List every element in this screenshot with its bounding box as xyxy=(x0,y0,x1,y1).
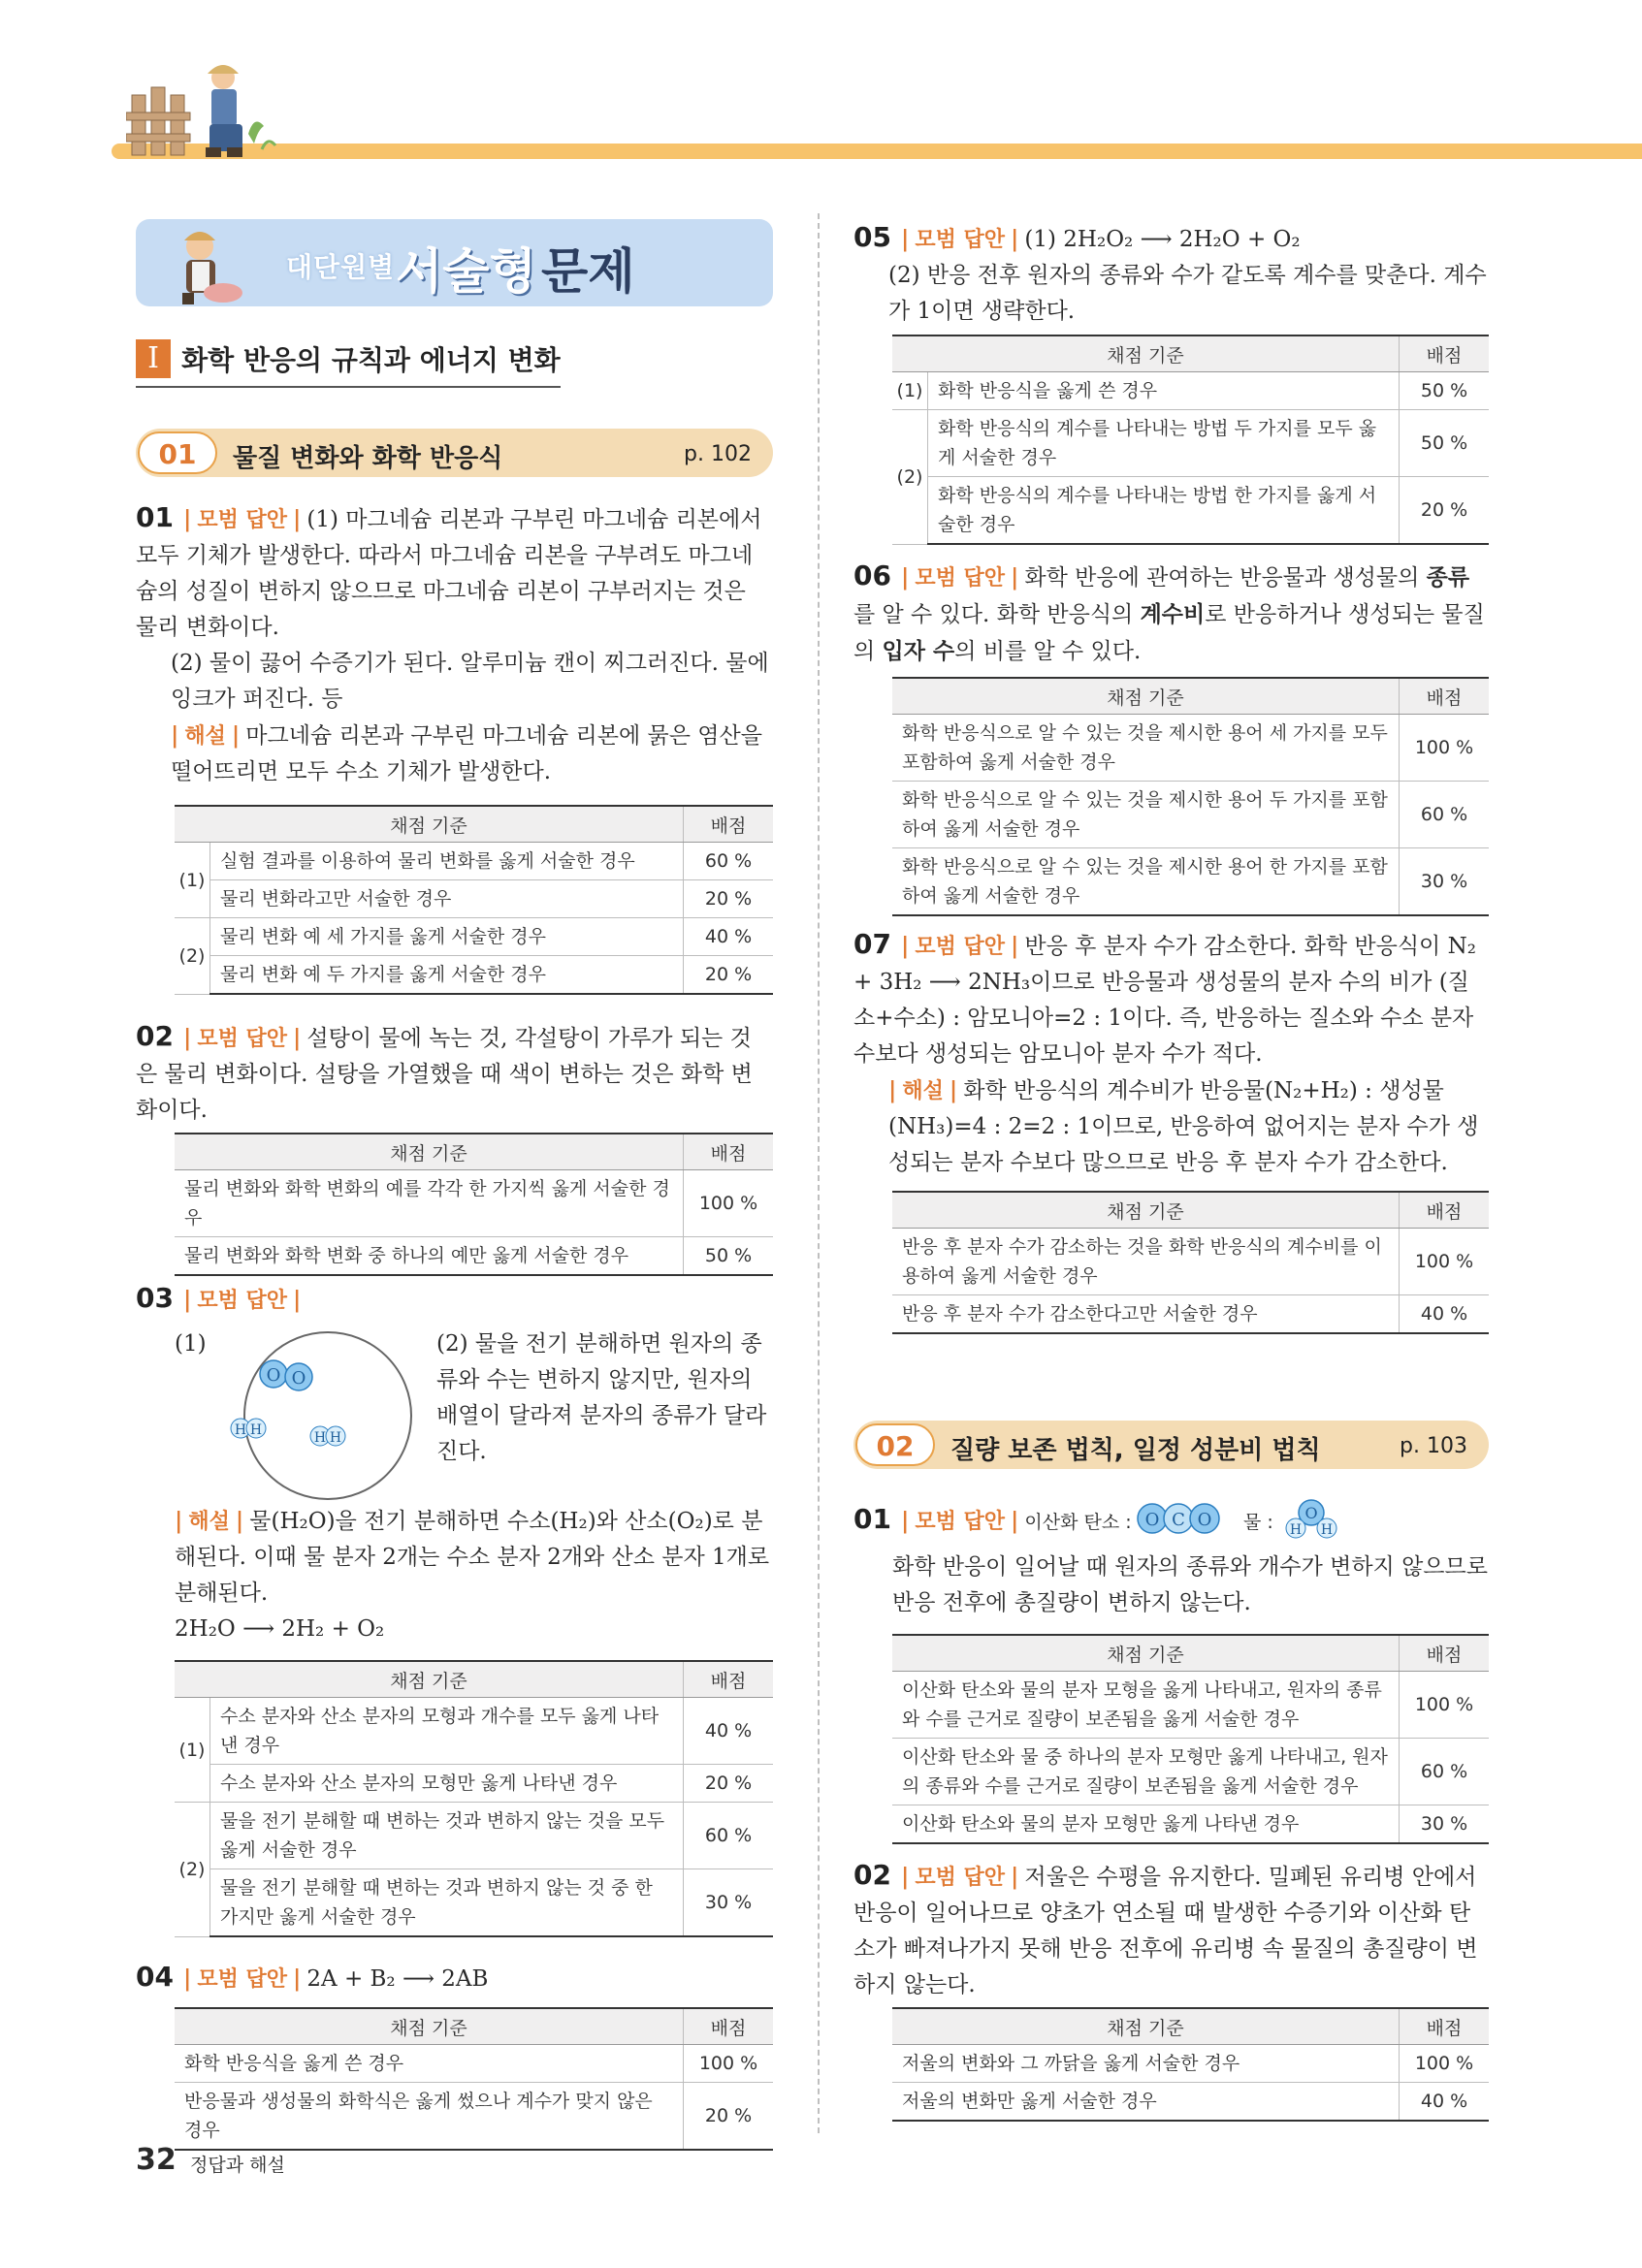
criteria-header: 채점 기준 xyxy=(892,1635,1400,1672)
criteria-table-s2q02 xyxy=(892,2007,1489,2122)
points-header: 배점 xyxy=(1400,2008,1490,2045)
footer-label: 정답과 해설 xyxy=(190,2155,285,2176)
atom-label: C xyxy=(1172,1510,1185,1530)
criteria-cell: 수소 분자와 산소 분자의 모형과 개수를 모두 옳게 나타낸 경우 xyxy=(210,1698,684,1765)
sub-label: (2) xyxy=(892,410,928,545)
points-cell: 40 % xyxy=(684,1698,774,1765)
points-cell: 100 % xyxy=(1400,1672,1490,1739)
explain-text: 마그네슘 리본과 구부린 마그네슘 리본에 묽은 염산을 떨어뜨리면 모두 수소 기체가 발생한다. xyxy=(171,723,762,784)
question-number: 01 xyxy=(853,1503,891,1535)
model-answer-tag: 모범 답안 xyxy=(915,566,1006,591)
criteria-cell: 저울의 변화만 옳게 서술한 경우 xyxy=(892,2083,1400,2122)
water-decomposition-model xyxy=(211,1328,444,1503)
criteria-table-q04 xyxy=(175,2007,773,2151)
page-number: 32 xyxy=(136,2143,177,2177)
criteria-table-s2q01 xyxy=(892,1634,1489,1844)
question-07: 07 | 모범 답안 | 반응 후 분자 수가 감소한다. 화학 반응식이 N₂ + 3H₂ ⟶ 2NH₃이므로 반응물과 생성물의 분자 수의 비가 (질소+수소) : 암모니아=2 : 1이다. 즉, 반응하는 질소와 수소 분자 수보다 생성되는 암모니아 분자 수가 적다. | 해설 | 화학 반응식의 계수비가 반응물(N₂+H₂) : 생성물(NH₃)=4 : 2=2 : 1이므로, 반응하여 없어지는 분자 수가 생성되는 분자 수보다 많으므로 반응 후 분자 수가 감소한다. xyxy=(853,928,1479,1175)
points-header: 배점 xyxy=(684,1134,774,1170)
criteria-cell: 이산화 탄소와 물의 분자 모형만 옳게 나타낸 경우 xyxy=(892,1805,1400,1844)
atom-label: H xyxy=(329,1430,342,1446)
question-03-explain: | 해설 | 물(H₂O)을 전기 분해하면 수소(H₂)와 산소(O₂)로 분해된다. 이때 물 분자 2개는 수소 분자 2개와 산소 분자 1개로 분해된다. 2H₂O ⟶ 2H₂ + O₂ xyxy=(175,1503,773,1647)
points-cell: 40 % xyxy=(1400,2083,1490,2122)
chef-icon xyxy=(153,223,250,306)
column-divider xyxy=(818,213,820,2133)
table-row xyxy=(175,880,773,918)
water-label: 물 : xyxy=(1243,1512,1273,1533)
table-row xyxy=(175,1803,773,1869)
criteria-cell: 이산화 탄소와 물의 분자 모형을 옳게 나타내고, 원자의 종류와 수를 근거로 질량이 보존됨을 옳게 서술한 경우 xyxy=(892,1672,1400,1739)
points-cell: 20 % xyxy=(1400,477,1490,545)
question-number: 04 xyxy=(136,1961,174,1993)
model-answer-tag: 모범 답안 xyxy=(915,228,1006,252)
atom-label: H xyxy=(234,1422,247,1438)
section-page-ref: p. 103 xyxy=(1400,1434,1467,1458)
model-answer-tag: 모범 답안 xyxy=(197,1967,288,1992)
criteria-cell: 물을 전기 분해할 때 변하는 것과 변하지 않는 것 중 한 가지만 옳게 서술한 경우 xyxy=(210,1869,684,1937)
table-row xyxy=(175,1869,773,1937)
explain-tag: 해설 xyxy=(184,724,226,749)
section2-question-01: 01 | 모범 답안 | 이산화 탄소 : xyxy=(853,1503,1132,1535)
points-cell: 60 % xyxy=(684,1803,774,1869)
answer-text: 저울은 수평을 유지한다. 밀폐된 유리병 안에서 반응이 일어나므로 양초가 연소될 때 발생한 수증기와 이산화 탄소가 빠져나가지 못해 반응 전후에 유리병 속 물질의 총질량이 변하지 않는다. xyxy=(853,1865,1478,1997)
explain-tag: 해설 xyxy=(902,1079,944,1103)
table-row xyxy=(892,1805,1489,1844)
points-cell: 60 % xyxy=(1400,782,1490,848)
points-header: 배점 xyxy=(684,806,774,843)
answer-text: (2) 물이 끓어 수증기가 된다. 알루미늄 캔이 찌그러진다. 물에 잉크가 퍼진다. 등 xyxy=(171,651,769,712)
model-answer-tag: 모범 답안 xyxy=(915,1510,1006,1534)
table-row xyxy=(175,2083,773,2151)
points-cell: 60 % xyxy=(1400,1739,1490,1805)
atom-label: O xyxy=(1197,1510,1212,1530)
question-number: 02 xyxy=(136,1020,174,1052)
points-cell: 100 % xyxy=(684,2045,774,2083)
points-header: 배점 xyxy=(1400,335,1490,372)
answer-text: (1) 마그네슘 리본과 구부린 마그네슘 리본에서 모두 기체가 발생한다. 따라서 마그네슘 리본을 구부려도 마그네슘의 성질이 변하지 않으므로 마그네슘 리본이 구부러지는 것은 물리 변화이다. xyxy=(136,507,762,640)
points-cell: 30 % xyxy=(684,1869,774,1937)
section-page-ref: p. 102 xyxy=(684,442,752,466)
unit-title: 화학 반응의 규칙과 에너지 변화 xyxy=(181,344,561,376)
model-answer-tag: 모범 답안 xyxy=(197,1289,288,1313)
criteria-cell: 물을 전기 분해할 때 변하는 것과 변하지 않는 것을 모두 옳게 서술한 경우 xyxy=(210,1803,684,1869)
atom-label: H xyxy=(1320,1522,1334,1538)
points-header: 배점 xyxy=(1400,1192,1490,1229)
section-number: 02 xyxy=(855,1423,935,1466)
points-cell: 100 % xyxy=(1400,715,1490,782)
question-03: 03 | 모범 답안 | xyxy=(136,1282,302,1314)
criteria-cell: 화학 반응식으로 알 수 있는 것을 제시한 용어 세 가지를 모두 포함하여 옳게 서술한 경우 xyxy=(892,715,1400,782)
criteria-cell: 화학 반응식의 계수를 나타내는 방법 한 가지를 옳게 서술한 경우 xyxy=(928,477,1400,545)
sub-label: (2) xyxy=(175,918,210,995)
criteria-cell: 화학 반응식을 옳게 쓴 경우 xyxy=(175,2045,684,2083)
atom-label: H xyxy=(249,1422,263,1438)
criteria-cell: 물리 변화와 화학 변화 중 하나의 예만 옳게 서술한 경우 xyxy=(175,1237,684,1276)
answer-text: (2) 물을 전기 분해하면 원자의 종류와 수는 변하지 않지만, 원자의 배열이 달라져 분자의 종류가 달라진다. xyxy=(436,1331,767,1464)
sub-label: (1) xyxy=(175,1331,207,1357)
criteria-cell: 물리 변화 예 두 가지를 옳게 서술한 경우 xyxy=(210,956,684,995)
question-number: 02 xyxy=(853,1859,891,1891)
criteria-header: 채점 기준 xyxy=(175,806,684,843)
criteria-table-q06 xyxy=(892,677,1489,916)
table-row xyxy=(175,1765,773,1803)
criteria-header: 채점 기준 xyxy=(892,678,1400,715)
table-row xyxy=(892,1739,1489,1805)
points-header: 배점 xyxy=(684,1661,774,1698)
question-number: 06 xyxy=(853,559,891,591)
table-row xyxy=(175,1237,773,1276)
table-row xyxy=(892,1229,1489,1295)
criteria-header: 채점 기준 xyxy=(175,1661,684,1698)
criteria-cell: 반응 후 분자 수가 감소하는 것을 화학 반응식의 계수비를 이용하여 옳게 서술한 경우 xyxy=(892,1229,1400,1295)
criteria-cell: 반응물과 생성물의 화학식은 옳게 썼으나 계수가 맞지 않은 경우 xyxy=(175,2083,684,2151)
criteria-cell: 화학 반응식의 계수를 나타내는 방법 두 가지를 모두 옳게 서술한 경우 xyxy=(928,410,1400,477)
table-row xyxy=(175,918,773,956)
atom-label: H xyxy=(1289,1522,1303,1538)
criteria-table-q01 xyxy=(175,805,773,995)
answer-text: 로 반응하거나 생성되는 물질의 xyxy=(853,602,1485,664)
banner-title-strong: 서술형 xyxy=(396,243,536,300)
question-05: 05 | 모범 답안 | (1) 2H₂O₂ ⟶ 2H₂O + O₂ (2) 반응 전후 원자의 종류와 수가 같도록 계수를 맞춘다. 계수가 1이면 생략한다. xyxy=(853,219,1489,330)
criteria-cell: 이산화 탄소와 물 중 하나의 분자 모형만 옳게 나타내고, 원자의 종류와 수를 근거로 질량이 보존됨을 옳게 서술한 경우 xyxy=(892,1739,1400,1805)
criteria-cell: 수소 분자와 산소 분자의 모형만 옳게 나타낸 경우 xyxy=(210,1765,684,1803)
farmer-icon xyxy=(126,56,281,161)
answer-text: 반응 후 분자 수가 감소한다. 화학 반응식이 N₂ + 3H₂ ⟶ 2NH₃이므로 반응물과 생성물의 분자 수의 비가 (질소+수소) : 암모니아=2 : 1이다. 즉, 반응하는 질소와 수소 분자 수보다 생성되는 암모니아 분자 수가 적다. xyxy=(853,934,1476,1067)
question-number: 01 xyxy=(136,501,174,533)
points-header: 배점 xyxy=(684,2008,774,2045)
model-answer-tag: 모범 답안 xyxy=(915,935,1006,959)
table-row xyxy=(892,782,1489,848)
explain-text: 물(H₂O)을 전기 분해하면 수소(H₂)와 산소(O₂)로 분해된다. 이때 물 분자 2개는 수소 분자 2개와 산소 분자 1개로 분해된다. xyxy=(175,1509,770,1606)
criteria-header: 채점 기준 xyxy=(892,335,1400,372)
question-01: 01 | 모범 답안 | (1) 마그네슘 리본과 구부린 마그네슘 리본에서 모두 기체가 발생한다. 따라서 마그네슘 리본을 구부려도 마그네슘의 성질이 변하지 않으므로 마그네슘 리본이 구부러지는 것은 물리 변화이다. (2) 물이 끓어 수증기가 된다. 알루미늄 캔이 찌그러진다. 물에 잉크가 퍼진다. 등 | 해설 | 마그네슘 리본과 구부린 마그네슘 리본에 묽은 염산을 떨어뜨리면 모두 수소 기체가 발생한다. xyxy=(136,499,773,790)
criteria-header: 채점 기준 xyxy=(892,1192,1400,1229)
table-row xyxy=(892,848,1489,916)
chapter-banner xyxy=(136,219,773,306)
sub-label: (2) xyxy=(175,1803,210,1937)
hydrogen-molecule xyxy=(310,1426,345,1446)
answer-text: (2) 반응 전후 원자의 종류와 수가 같도록 계수를 맞춘다. 계수가 1이면 생략한다. xyxy=(888,263,1487,324)
atom-label: O xyxy=(291,1368,306,1389)
question-06: 06 | 모범 답안 | 화학 반응에 관여하는 반응물과 생성물의 종류를 알 수 있다. 화학 반응식의 계수비로 반응하거나 생성되는 물질의 입자 수의 비를 알 수 있다. xyxy=(853,559,1485,664)
criteria-table-q07 xyxy=(892,1191,1489,1334)
criteria-cell: 반응 후 분자 수가 감소한다고만 서술한 경우 xyxy=(892,1295,1400,1334)
answer-text: 의 비를 알 수 있다. xyxy=(954,639,1142,664)
criteria-table-q03 xyxy=(175,1660,773,1937)
keyword: 종류 xyxy=(1426,564,1470,591)
points-cell: 40 % xyxy=(1400,1295,1490,1334)
criteria-table-q02 xyxy=(175,1133,773,1276)
points-cell: 50 % xyxy=(684,1237,774,1276)
criteria-header: 채점 기준 xyxy=(175,2008,684,2045)
question-number: 05 xyxy=(853,221,891,253)
sub-label: (1) xyxy=(175,1698,210,1803)
criteria-cell: 화학 반응식으로 알 수 있는 것을 제시한 용어 한 가지를 포함하여 옳게 서술한 경우 xyxy=(892,848,1400,916)
section-01-heading xyxy=(136,429,773,477)
points-cell: 20 % xyxy=(684,2083,774,2151)
question-02: 02 | 모범 답안 | 설탕이 물에 녹는 것, 각설탕이 가루가 되는 것은 물리 변화이다. 설탕을 가열했을 때 색이 변하는 것은 화학 변화이다. xyxy=(136,1020,753,1123)
points-cell: 20 % xyxy=(684,880,774,918)
top-strip xyxy=(252,144,1642,159)
criteria-header: 채점 기준 xyxy=(175,1134,684,1170)
table-row xyxy=(175,956,773,995)
points-header: 배점 xyxy=(1400,1635,1490,1672)
unit-number: I xyxy=(136,339,171,378)
criteria-cell: 화학 반응식으로 알 수 있는 것을 제시한 용어 두 가지를 포함하여 옳게 서술한 경우 xyxy=(892,782,1400,848)
explain-tag: 해설 xyxy=(188,1510,230,1534)
question-04: 04 | 모범 답안 | 2A + B₂ ⟶ 2AB xyxy=(136,1961,489,1993)
table-row xyxy=(892,1295,1489,1334)
keyword: 입자 수 xyxy=(882,638,955,664)
table-row xyxy=(175,843,773,880)
sub-label: (1) xyxy=(892,372,928,410)
table-row xyxy=(175,1698,773,1765)
equation: 2H₂O ⟶ 2H₂ + O₂ xyxy=(175,1616,385,1642)
table-row xyxy=(892,1672,1489,1739)
points-cell: 20 % xyxy=(684,1765,774,1803)
model-answer-tag: 모범 답안 xyxy=(915,1866,1006,1890)
atom-label: O xyxy=(1144,1510,1160,1530)
atom-label: H xyxy=(313,1430,327,1446)
hydrogen-molecule xyxy=(231,1419,266,1438)
table-row xyxy=(892,372,1489,410)
points-cell: 20 % xyxy=(684,956,774,995)
points-cell: 100 % xyxy=(684,1170,774,1237)
points-cell: 100 % xyxy=(1400,1229,1490,1295)
table-row xyxy=(892,2045,1489,2083)
table-row xyxy=(892,2083,1489,2122)
table-row xyxy=(892,715,1489,782)
unit-heading xyxy=(136,339,561,388)
points-header: 배점 xyxy=(1400,678,1490,715)
section-title: 물질 변화와 화학 반응식 xyxy=(233,444,503,473)
points-cell: 30 % xyxy=(1400,848,1490,916)
answer-text: 를 알 수 있다. 화학 반응식의 xyxy=(853,602,1141,627)
points-cell: 40 % xyxy=(684,918,774,956)
table-row xyxy=(175,1170,773,1237)
table-row xyxy=(892,477,1489,545)
points-cell: 60 % xyxy=(684,843,774,880)
criteria-cell: 저울의 변화와 그 까닭을 옳게 서술한 경우 xyxy=(892,2045,1400,2083)
answer-text: (1) 2H₂O₂ ⟶ 2H₂O + O₂ xyxy=(1024,227,1301,252)
explain-text: 화학 반응식의 계수비가 반응물(N₂+H₂) : 생성물(NH₃)=4 : 2=2 : 1이므로, 반응하여 없어지는 분자 수가 생성되는 분자 수보다 많으므로 반응 후 분자 수가 감소한다. xyxy=(888,1078,1479,1175)
atom-label: O xyxy=(266,1365,281,1386)
answer-text: 화학 반응이 일어날 때 원자의 종류와 개수가 변하지 않으므로 반응 전후에 총질량이 변하지 않는다. xyxy=(892,1554,1488,1615)
section-title: 질량 보존 법칙, 일정 성분비 법칙 xyxy=(950,1436,1321,1465)
question-number: 07 xyxy=(853,928,891,960)
banner-title-rest: 문제 xyxy=(541,243,635,300)
criteria-table-q05 xyxy=(892,335,1489,545)
criteria-cell: 실험 결과를 이용하여 물리 변화를 옳게 서술한 경우 xyxy=(210,843,684,880)
answer-text: 2A + B₂ ⟶ 2AB xyxy=(306,1966,489,1992)
criteria-cell: 화학 반응식을 옳게 쓴 경우 xyxy=(928,372,1400,410)
keyword: 계수비 xyxy=(1140,601,1206,627)
water-molecule-model xyxy=(1282,1495,1340,1544)
section-number: 01 xyxy=(138,431,217,474)
criteria-cell: 물리 변화와 화학 변화의 예를 각각 한 가지씩 옳게 서술한 경우 xyxy=(175,1170,684,1237)
table-row xyxy=(175,2045,773,2083)
model-answer-tag: 모범 답안 xyxy=(197,1027,288,1051)
model-answer-tag: 모범 답안 xyxy=(197,508,288,532)
answer-text: 설탕이 물에 녹는 것, 각설탕이 가루가 되는 것은 물리 변화이다. 설탕을 가열했을 때 색이 변하는 것은 화학 변화이다. xyxy=(136,1026,753,1123)
section-02-heading xyxy=(853,1421,1489,1469)
points-cell: 100 % xyxy=(1400,2045,1490,2083)
points-cell: 50 % xyxy=(1400,410,1490,477)
oxygen-molecule xyxy=(260,1360,312,1390)
banner-kicker: 대단원별 xyxy=(286,251,396,283)
answer-text: 화학 반응에 관여하는 반응물과 생성물의 xyxy=(1024,565,1427,591)
question-number: 03 xyxy=(136,1282,174,1314)
criteria-cell: 물리 변화 예 세 가지를 옳게 서술한 경우 xyxy=(210,918,684,956)
table-row xyxy=(892,410,1489,477)
section2-question-02: 02 | 모범 답안 | 저울은 수평을 유지한다. 밀폐된 유리병 안에서 반응이 일어나므로 양초가 연소될 때 발생한 수증기와 이산화 탄소가 빠져나가지 못해 반응 전후에 유리병 속 물질의 총질량이 변하지 않는다. xyxy=(853,1859,1478,1997)
atom-label: O xyxy=(1304,1504,1318,1522)
criteria-header: 채점 기준 xyxy=(892,2008,1400,2045)
points-cell: 50 % xyxy=(1400,372,1490,410)
sub-label: (1) xyxy=(175,843,210,918)
criteria-cell: 물리 변화라고만 서술한 경우 xyxy=(210,880,684,918)
co2-label: 이산화 탄소 : xyxy=(1024,1512,1132,1533)
points-cell: 30 % xyxy=(1400,1805,1490,1844)
co2-molecule-model xyxy=(1135,1499,1222,1538)
